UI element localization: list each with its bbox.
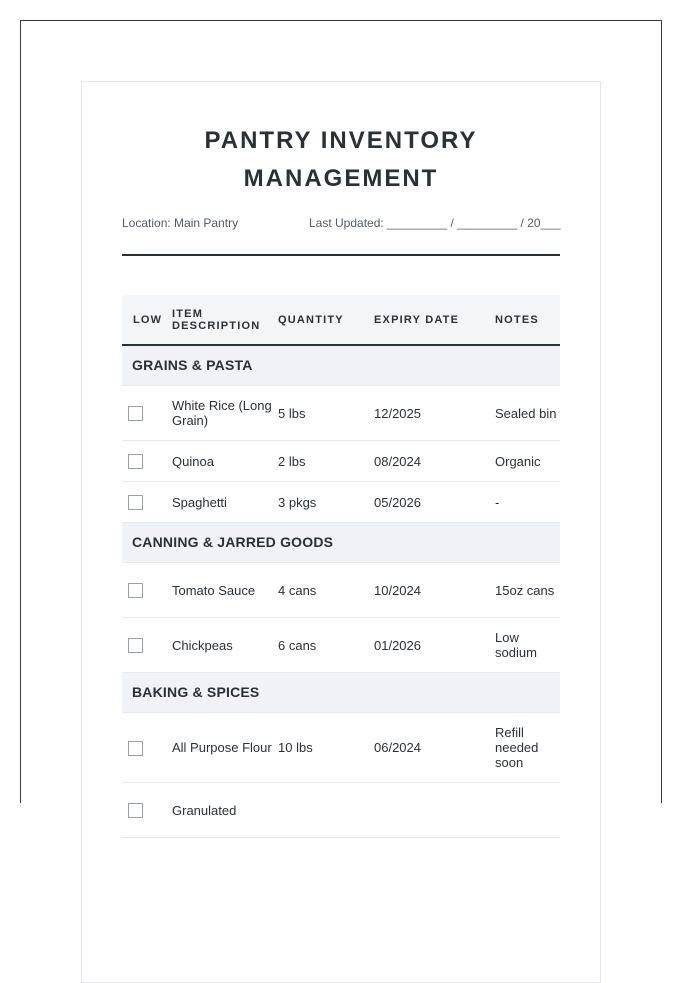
item-expiry: 06/2024	[374, 713, 495, 783]
inventory-body	[122, 345, 560, 838]
category-label: GRAINS & PASTA	[122, 345, 560, 386]
item-notes: 15oz cans	[495, 563, 560, 618]
low-stock-checkbox[interactable]	[128, 454, 143, 469]
category-label: CANNING & JARRED GOODS	[122, 523, 560, 563]
item-description: White Rice (Long Grain)	[172, 386, 278, 441]
low-stock-checkbox[interactable]	[128, 406, 143, 421]
table-row	[122, 482, 560, 523]
item-description: All Purpose Flour	[172, 713, 278, 783]
item-quantity	[278, 783, 374, 838]
page-title	[82, 122, 600, 198]
category-row	[122, 345, 560, 386]
title-line-2: MANAGEMENT	[243, 165, 439, 192]
table-row	[122, 386, 560, 441]
last-updated-label: Last Updated: _________ / _________ / 20___	[309, 216, 561, 230]
column-header-notes: NOTES	[495, 295, 560, 345]
item-notes: Low sodium	[495, 618, 560, 673]
table-header-row	[122, 295, 560, 345]
item-expiry: 05/2026	[374, 482, 495, 523]
low-stock-checkbox[interactable]	[128, 741, 143, 756]
item-description: Tomato Sauce	[172, 563, 278, 618]
item-quantity: 5 lbs	[278, 386, 374, 441]
item-notes: Sealed bin	[495, 386, 560, 441]
item-quantity: 4 cans	[278, 563, 374, 618]
item-notes: -	[495, 482, 560, 523]
item-notes: Organic	[495, 441, 560, 482]
header-divider	[122, 254, 560, 256]
item-expiry: 01/2026	[374, 618, 495, 673]
inventory-sheet	[81, 81, 601, 983]
title-line-1: PANTRY INVENTORY	[204, 127, 478, 154]
category-row	[122, 523, 560, 563]
table-row	[122, 783, 560, 838]
table-row	[122, 441, 560, 482]
item-quantity: 2 lbs	[278, 441, 374, 482]
category-row	[122, 673, 560, 713]
item-description: Granulated	[172, 783, 278, 838]
column-header-expiry: EXPIRY DATE	[374, 295, 495, 345]
item-description: Chickpeas	[172, 618, 278, 673]
item-expiry: 12/2025	[374, 386, 495, 441]
item-expiry: 10/2024	[374, 563, 495, 618]
column-header-item: ITEM DESCRIPTION	[172, 295, 278, 345]
low-stock-checkbox[interactable]	[128, 495, 143, 510]
low-stock-checkbox[interactable]	[128, 803, 143, 818]
item-notes	[495, 783, 560, 838]
inventory-table	[122, 295, 560, 838]
document-viewport	[20, 20, 662, 818]
table-row	[122, 563, 560, 618]
item-quantity: 6 cans	[278, 618, 374, 673]
item-description: Quinoa	[172, 441, 278, 482]
location-label: Location: Main Pantry	[122, 216, 239, 230]
item-quantity: 10 lbs	[278, 713, 374, 783]
table-row	[122, 713, 560, 783]
table-row	[122, 618, 560, 673]
low-stock-checkbox[interactable]	[128, 583, 143, 598]
column-header-low: LOW	[122, 295, 172, 345]
category-label: BAKING & SPICES	[122, 673, 560, 713]
low-stock-checkbox[interactable]	[128, 638, 143, 653]
item-quantity: 3 pkgs	[278, 482, 374, 523]
item-expiry: 08/2024	[374, 441, 495, 482]
item-expiry	[374, 783, 495, 838]
item-description: Spaghetti	[172, 482, 278, 523]
column-header-quantity: QUANTITY	[278, 295, 374, 345]
item-notes: Refill needed soon	[495, 713, 560, 783]
